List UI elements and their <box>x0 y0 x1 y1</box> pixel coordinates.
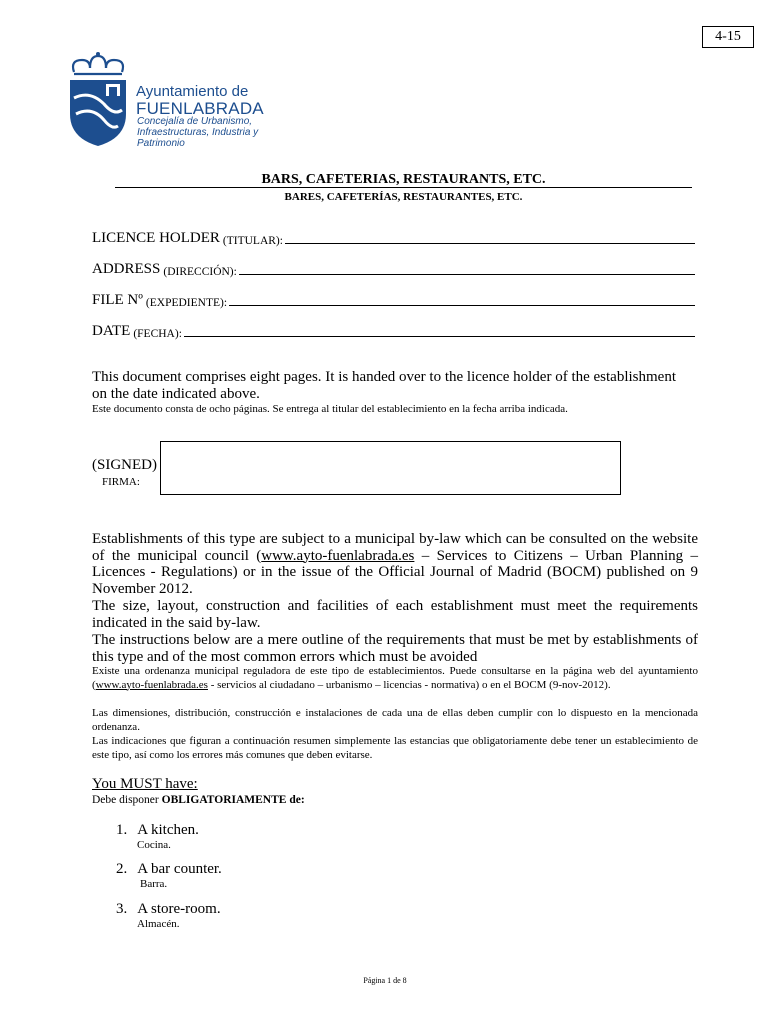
field-line[interactable] <box>239 273 695 275</box>
list-item <box>116 821 199 839</box>
field-line[interactable] <box>229 304 695 306</box>
field-label: DATE <box>92 323 131 339</box>
logo-name-line1: Ayuntamiento de <box>136 83 249 100</box>
title-rule <box>115 187 692 188</box>
bylaw-instructions-paragraph: The instructions below are a mere outline of the requirements that must be met by establishments of this type and of the most common errors which must be avoided <box>92 632 698 665</box>
bylaw-paragraph <box>92 531 698 597</box>
document-title-spanish: BARES, CAFETERÍAS, RESTAURANTES, ETC. <box>284 191 523 203</box>
must-have-bold: OBLIGATORIAMENTE de: <box>161 794 305 806</box>
list-item-number: 1. <box>116 822 128 838</box>
field-label-spanish: (EXPEDIENTE): <box>145 297 228 309</box>
file-number-field[interactable] <box>92 292 695 309</box>
document-title: BARS, CAFETERIAS, RESTAURANTS, ETC. <box>261 172 546 187</box>
list-item <box>116 900 221 918</box>
logo-subtitle-line: Patrimonio <box>137 138 185 149</box>
field-label: LICENCE HOLDER <box>92 230 220 246</box>
bylaw-requirements-spanish: Las dimensiones, distribución, construcción e instalaciones de cada una de ellas deben cumplir con lo dispuesto en la mencionada ordenanza. <box>92 707 698 733</box>
website-link[interactable]: www.ayto-fuenlabrada.es <box>261 547 415 564</box>
intro-text-spanish: Este documento consta de ocho páginas. Se entrega al titular del establecimiento en la fecha arriba indicada. <box>92 403 568 415</box>
page-footer: Página 1 de 8 <box>363 976 407 985</box>
must-have-heading-spanish <box>92 794 305 806</box>
intro-line: on the date indicated above. <box>92 385 260 402</box>
field-label: ADDRESS <box>92 261 161 277</box>
bylaw-text-spanish: - servicios al ciudadano – urbanismo – licencias - normativa) o en el BOCM (9-nov-2012). <box>207 678 611 691</box>
list-item-spanish: Barra. <box>140 878 168 890</box>
field-label-spanish: (FECHA): <box>133 328 182 340</box>
field-label-spanish: (DIRECCIÓN): <box>163 266 237 278</box>
website-link-spanish[interactable]: www.ayto-fuenlabrada.es <box>95 678 208 691</box>
must-have-heading: You MUST have: <box>92 776 198 792</box>
list-item-number: 3. <box>116 901 128 917</box>
bylaw-paragraph-spanish <box>92 665 698 692</box>
bylaw-text-spanish: Existe una ordenanza municipal reguladora de este tipo de establecimientos. Puede consultarse en la página web del ayuntamiento ( <box>92 665 698 691</box>
field-line[interactable] <box>184 335 695 337</box>
firma-label: FIRMA: <box>102 476 140 488</box>
page-code-box: 4-15 <box>702 26 754 48</box>
address-field[interactable] <box>92 261 695 278</box>
bylaw-requirements-paragraph: The size, layout, construction and facilities of each establishment must meet the requirements indicated in the said by-law. <box>92 598 698 631</box>
logo-subtitle-line: Infraestructuras, Industria y <box>137 127 259 138</box>
bylaw-text: – Services to Citizens – Urban Planning – Licences - Regulations) or in the issue of the Official Journal of Madrid (BOCM) published on 9 November 2012. <box>92 547 698 597</box>
list-item-spanish: Almacén. <box>137 918 180 930</box>
list-item <box>116 860 222 878</box>
signed-label: (SIGNED) <box>92 457 157 473</box>
list-item-label: A bar counter. <box>137 861 222 877</box>
signature-box[interactable] <box>160 441 621 495</box>
logo-subtitle <box>137 116 277 149</box>
field-label: FILE Nº <box>92 292 143 308</box>
date-field[interactable] <box>92 323 695 340</box>
intro-text <box>92 369 698 402</box>
must-have-prefix: Debe disponer <box>92 794 162 806</box>
field-label-spanish: (TITULAR): <box>222 235 283 247</box>
list-item-label: A kitchen. <box>137 822 199 838</box>
bylaw-instructions-spanish: Las indicaciones que figuran a continuación resumen simplemente las estancias que obligatoriamente debe tener un establecimiento de este tipo, así como los errores más comunes que deben evitarse. <box>92 735 698 761</box>
field-line[interactable] <box>285 242 695 244</box>
intro-line: This document comprises eight pages. It is handed over to the licence holder of the establishment <box>92 369 677 385</box>
logo-name-line2: FUENLABRADA <box>136 99 264 118</box>
licence-holder-field[interactable] <box>92 230 695 247</box>
list-item-number: 2. <box>116 861 128 877</box>
list-item-label: A store-room. <box>137 901 221 917</box>
logo-name <box>136 84 264 117</box>
list-item-spanish: Cocina. <box>137 839 171 851</box>
logo-subtitle-line: Concejalía de Urbanismo, <box>137 116 253 127</box>
bylaw-text: Establishments of this type are subject to a municipal by-law which can be consulted on the website of the municipal council ( <box>92 531 698 564</box>
